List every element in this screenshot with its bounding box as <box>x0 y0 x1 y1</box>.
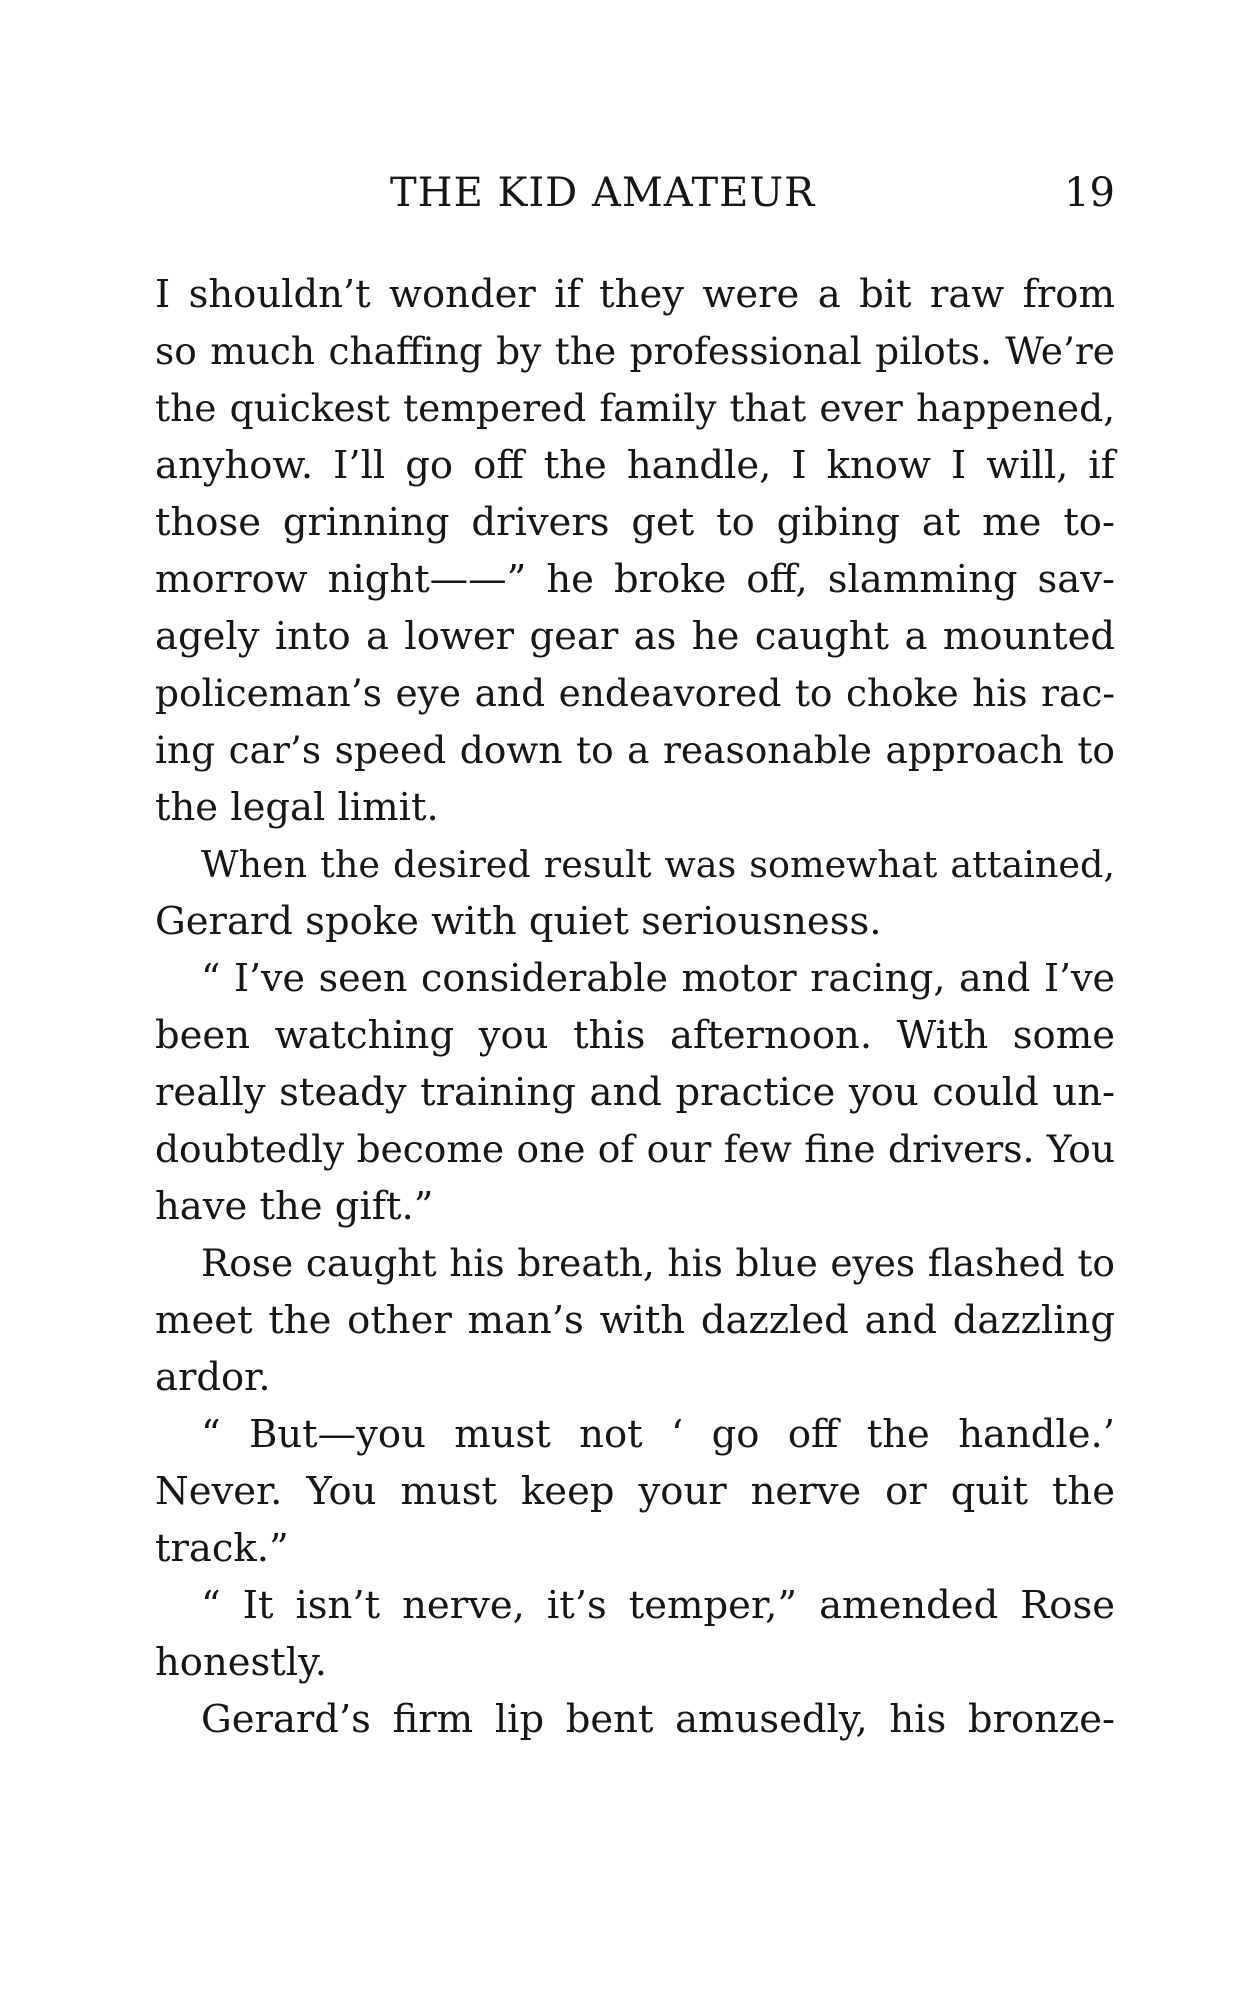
text-line: Rose caught his breath, his blue eyes flashed to <box>201 1241 1115 1285</box>
text-line: When the desired result was somewhat attained, <box>201 843 1115 886</box>
text-line: “ It isn’t nerve, it’s temper,” amended Rose <box>201 1583 1115 1628</box>
text-line: policeman’s eye and endeavored to choke his rac- <box>155 671 1115 715</box>
text-line: anyhow. I’ll go off the handle, I know I will, if <box>155 443 1115 488</box>
text-line: I shouldn’t wonder if they were a bit raw from <box>155 272 1115 317</box>
running-title: THE KID AMATEUR <box>390 170 816 216</box>
text-line: Gerard spoke with quiet seriousness. <box>155 899 882 944</box>
text-line: those grinning drivers get to gibing at me to- <box>155 500 1115 545</box>
text-line: the quickest tempered family that ever happened, <box>155 386 1115 430</box>
text-line: honestly. <box>155 1640 327 1685</box>
text-line: doubtedly become one of our few fine drivers. You <box>155 1127 1115 1171</box>
text-line: been watching you this afternoon. With some <box>155 1013 1115 1058</box>
text-line: agely into a lower gear as he caught a mounted <box>155 614 1115 659</box>
text-line: ardor. <box>155 1355 271 1400</box>
running-header <box>155 170 1115 230</box>
text-line: meet the other man’s with dazzled and dazzling <box>155 1298 1115 1343</box>
text-line: “ But—you must not ‘ go off the handle.’ <box>201 1412 1115 1457</box>
text-line: have the gift.” <box>155 1184 434 1229</box>
text-line: “ I’ve seen considerable motor racing, and I’ve <box>201 956 1115 1000</box>
text-line: track.” <box>155 1526 289 1571</box>
page-number: 19 <box>1064 170 1115 216</box>
text-line: so much chaffing by the professional pilots. We’re <box>155 329 1115 373</box>
text-line: Gerard’s firm lip bent amusedly, his bronze- <box>201 1697 1115 1742</box>
text-line: ing car’s speed down to a reasonable approach to <box>155 728 1115 772</box>
text-line: morrow night——” he broke off, slamming sav- <box>155 557 1115 602</box>
text-line: really steady training and practice you could un- <box>155 1070 1115 1115</box>
text-line: the legal limit. <box>155 785 439 830</box>
text-line: Never. You must keep your nerve or quit the <box>155 1469 1115 1514</box>
body-text <box>155 266 1115 1748</box>
